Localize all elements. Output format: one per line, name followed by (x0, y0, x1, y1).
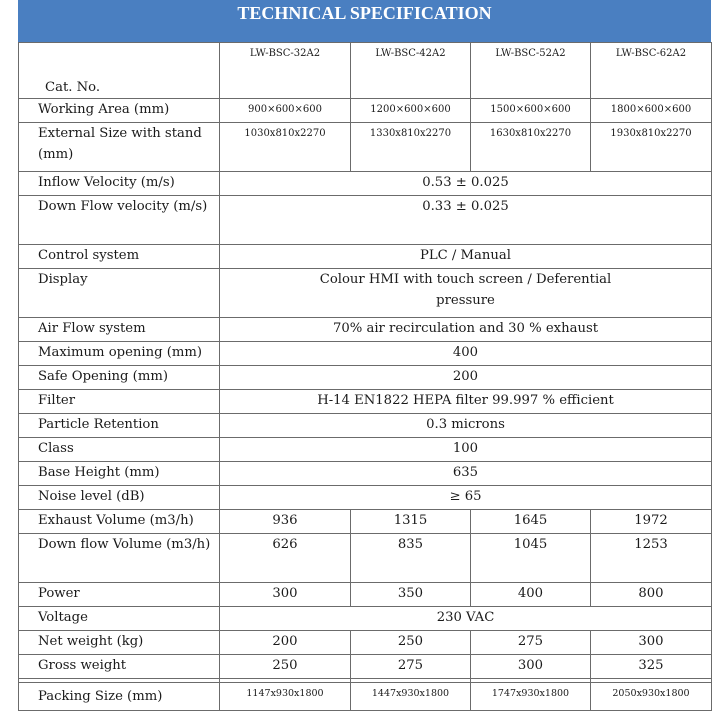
row-label: External Size with stand (mm) (19, 123, 220, 172)
row-label: Inflow Velocity (m/s) (19, 172, 220, 196)
row-label: Packing Size (mm) (19, 683, 220, 711)
cell-value: 0.53 ± 0.025 (220, 172, 712, 196)
cell-value: 626 (220, 534, 351, 583)
table-row (19, 631, 712, 655)
table-row (19, 462, 712, 486)
cell-value: 1315 (351, 510, 471, 534)
cell-value: 1253 (591, 534, 712, 583)
model-header: LW-BSC-42A2 (351, 43, 471, 99)
cell-value: 275 (351, 655, 471, 679)
cell-value: 300 (471, 655, 591, 679)
row-label: Air Flow system (19, 318, 220, 342)
table-row (19, 438, 712, 462)
model-header: LW-BSC-52A2 (471, 43, 591, 99)
spec-table (18, 42, 712, 711)
cell-value: 1330x810x2270 (351, 123, 471, 172)
table-row (19, 655, 712, 679)
cell-value: 800 (591, 583, 712, 607)
table-row (19, 534, 712, 583)
cell-value: 230 VAC (220, 607, 712, 631)
row-label: Working Area (mm) (19, 99, 220, 123)
cell-value: 1147x930x1800 (220, 683, 351, 711)
table-row (19, 172, 712, 196)
row-label: Control system (19, 245, 220, 269)
table-row (19, 269, 712, 318)
cell-value: 1630x810x2270 (471, 123, 591, 172)
row-label: Base Height (mm) (19, 462, 220, 486)
table-row (19, 486, 712, 510)
cell-value: 70% air recirculation and 30 % exhaust (220, 318, 712, 342)
cell-value: 275 (471, 631, 591, 655)
table-row (19, 583, 712, 607)
cell-value: 1747x930x1800 (471, 683, 591, 711)
cell-value: 1045 (471, 534, 591, 583)
table-row-header (19, 43, 712, 99)
cell-value: H-14 EN1822 HEPA filter 99.997 % efficient (220, 390, 712, 414)
cell-value: 1645 (471, 510, 591, 534)
cell-value: 936 (220, 510, 351, 534)
row-label: Gross weight (19, 655, 220, 679)
row-label: Cat. No. (19, 43, 220, 99)
cell-value: ≥ 65 (220, 486, 712, 510)
table-row (19, 510, 712, 534)
table-row (19, 683, 712, 711)
table-row (19, 123, 712, 172)
row-label: Power (19, 583, 220, 607)
table-row (19, 99, 712, 123)
cell-value: 1200×600×600 (351, 99, 471, 123)
row-label: Filter (19, 390, 220, 414)
page-title: TECHNICAL SPECIFICATION (18, 0, 711, 42)
cell-value: Colour HMI with touch screen / Deferential pressure (220, 269, 712, 318)
cell-value: 250 (351, 631, 471, 655)
cell-value: 0.33 ± 0.025 (220, 196, 712, 245)
table-row (19, 607, 712, 631)
cell-value: 300 (591, 631, 712, 655)
model-header: LW-BSC-62A2 (591, 43, 712, 99)
cell-value: 400 (471, 583, 591, 607)
cell-value: 100 (220, 438, 712, 462)
table-row (19, 366, 712, 390)
table-row (19, 390, 712, 414)
cell-value: 900×600×600 (220, 99, 351, 123)
row-label: Down Flow velocity (m/s) (19, 196, 220, 245)
row-label: Display (19, 269, 220, 318)
row-label: Maximum opening (mm) (19, 342, 220, 366)
cell-value: 1500×600×600 (471, 99, 591, 123)
row-label: Voltage (19, 607, 220, 631)
cell-value: 1930x810x2270 (591, 123, 712, 172)
model-header: LW-BSC-32A2 (220, 43, 351, 99)
table-row (19, 342, 712, 366)
cell-value: 1972 (591, 510, 712, 534)
table-row (19, 196, 712, 245)
row-label: Safe Opening (mm) (19, 366, 220, 390)
cell-value: 1447x930x1800 (351, 683, 471, 711)
cell-value: 2050x930x1800 (591, 683, 712, 711)
row-label: Net weight (kg) (19, 631, 220, 655)
cell-value: 1800×600×600 (591, 99, 712, 123)
row-label: Noise level (dB) (19, 486, 220, 510)
table-row (19, 414, 712, 438)
row-label: Exhaust Volume (m3/h) (19, 510, 220, 534)
cell-value: 350 (351, 583, 471, 607)
table-row (19, 245, 712, 269)
cell-value: PLC / Manual (220, 245, 712, 269)
table-row (19, 318, 712, 342)
cell-value: 200 (220, 631, 351, 655)
cell-value: 635 (220, 462, 712, 486)
row-label: Class (19, 438, 220, 462)
cell-value: 300 (220, 583, 351, 607)
cell-value: 400 (220, 342, 712, 366)
cell-value: 200 (220, 366, 712, 390)
row-label: Down flow Volume (m3/h) (19, 534, 220, 583)
cell-value: 1030x810x2270 (220, 123, 351, 172)
cell-value: 250 (220, 655, 351, 679)
row-label: Particle Retention (19, 414, 220, 438)
cell-value: 0.3 microns (220, 414, 712, 438)
cell-value: 325 (591, 655, 712, 679)
cell-value: 835 (351, 534, 471, 583)
